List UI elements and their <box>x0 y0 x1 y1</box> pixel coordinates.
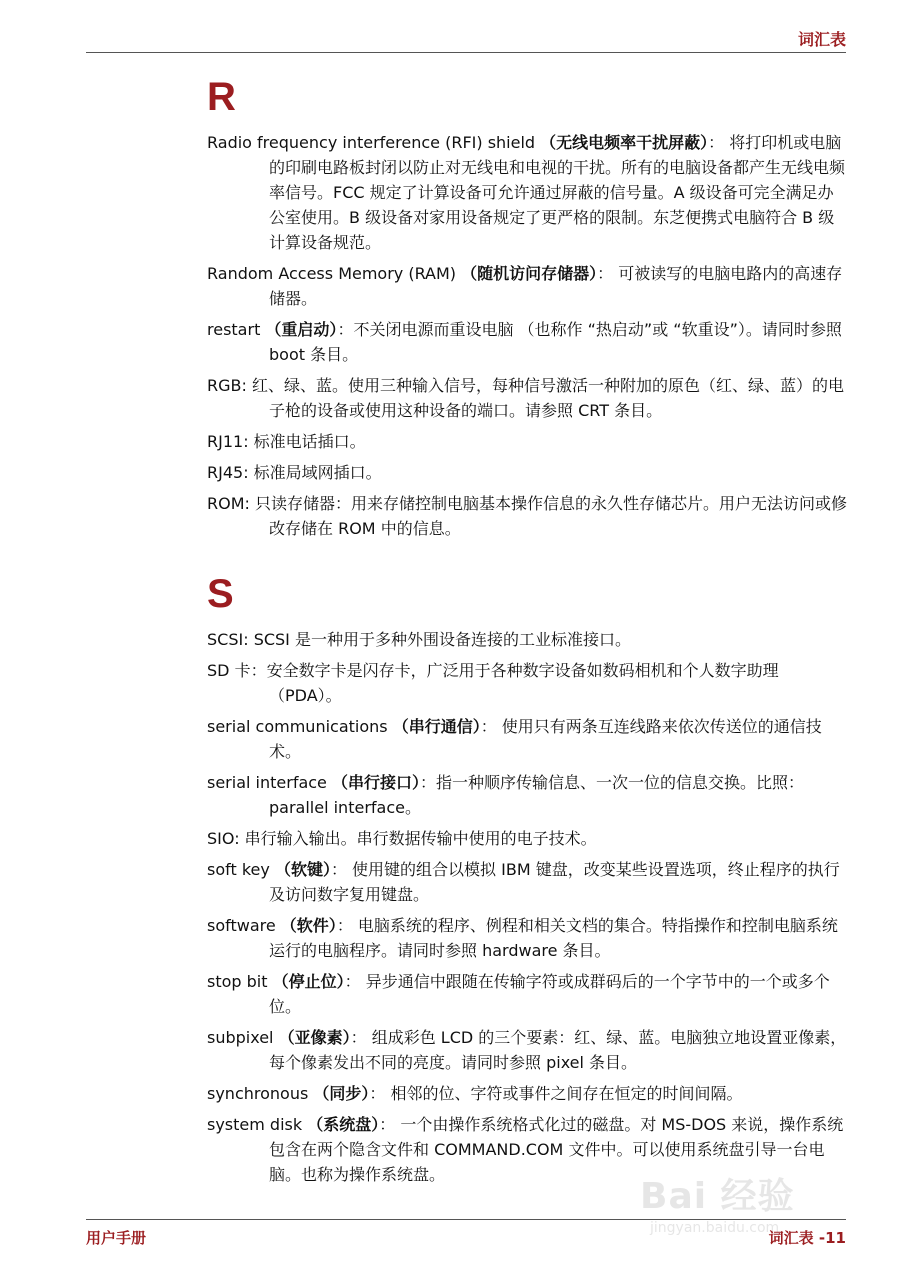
footer-page-number: 词汇表 -11 <box>768 1229 846 1247</box>
header-rule <box>86 52 846 53</box>
glossary-entry: synchronous （同步）： 相邻的位、字符或事件之间存在恒定的时间间隔。 <box>207 1084 743 1103</box>
glossary-entry: software （软件）： 电脑系统的程序、例程和相关文档的集合。特指操作和控制电脑系统运行的电脑程序。请同时参照 hardware 条目。 <box>207 916 838 960</box>
glossary-entry: ROM: 只读存储器：用来存储控制电脑基本操作信息的永久性存储芯片。用户无法访问或修改存储在 ROM 中的信息。 <box>207 494 848 538</box>
footer-manual-title: 用户手册 <box>86 1229 147 1247</box>
header-title: 词汇表 <box>797 30 846 49</box>
glossary-entry: serial communications （串行通信）： 使用只有两条互连线路来依次传送位的通信技术。 <box>207 717 822 761</box>
section-r-entries <box>207 130 847 547</box>
watermark-url: jingyan.baidu.com <box>650 1220 780 1236</box>
glossary-entry: SCSI: SCSI 是一种用于多种外围设备连接的工业标准接口。 <box>207 630 631 649</box>
glossary-entry: stop bit （停止位）： 异步通信中跟随在传输字符或成群码后的一个字节中的一个或多个位。 <box>207 972 830 1016</box>
section-s-entries <box>207 627 847 1193</box>
glossary-entry: SD 卡：安全数字卡是闪存卡，广泛用于各种数字设备如数码相机和个人数字助理 （PDA）。 <box>207 661 779 705</box>
footer-rule <box>86 1219 846 1220</box>
glossary-entry: SIO: 串行输入输出。串行数据传输中使用的电子技术。 <box>207 829 597 848</box>
watermark-text: Bai 经验 <box>640 1176 795 1217</box>
section-letter-s: S <box>207 572 234 616</box>
glossary-entry: RGB: 红、绿、蓝。使用三种输入信号，每种信号激活一种附加的原色（红、绿、蓝）的电子枪的设备或使用这种设备的端口。请参照 CRT 条目。 <box>207 376 844 420</box>
glossary-entry: subpixel （亚像素）： 组成彩色 LCD 的三个要素：红、绿、蓝。电脑独立地设置亚像素，每个像素发出不同的亮度。请同时参照 pixel 条目。 <box>207 1028 847 1072</box>
glossary-entry: soft key （软键）： 使用键的组合以模拟 IBM 键盘，改变某些设置选项，终止程序的执行及访问数字复用键盘。 <box>207 860 840 904</box>
glossary-entry: Random Access Memory (RAM) （随机访问存储器）： 可被读写的电脑电路内的高速存储器。 <box>207 264 843 308</box>
glossary-entry: Radio frequency interference (RFI) shield （无线电频率干扰屏蔽）： 将打印机或电脑的印刷电路板封闭以防止对无线电和电视的干扰。所有的电脑设备都产生无线电频率信号。FCC 规定了计算设备可允许通过屏蔽的信号量。A 级设备可完全满足办公室使用。B 级设备对家用设备规定了更严格的限制。东芝便携式电脑符合 B 级计算设备规范。 <box>207 133 846 252</box>
section-letter-r: R <box>207 75 236 119</box>
glossary-entry: serial interface （串行接口）：指一种顺序传输信息、一次一位的信息交换。比照：parallel interface。 <box>207 773 805 817</box>
glossary-entry: RJ45: 标准局域网插口。 <box>207 463 382 482</box>
glossary-entry: RJ11: 标准电话插口。 <box>207 432 366 451</box>
glossary-entry: restart （重启动）：不关闭电源而重设电脑 （也称作 “热启动”或 “软重设”）。请同时参照 boot 条目。 <box>207 320 842 364</box>
glossary-entry: system disk （系统盘）： 一个由操作系统格式化过的磁盘。对 MS-DOS 来说，操作系统包含在两个隐含文件和 COMMAND.COM 文件中。可以使用系统盘引导一台电脑。也称为操作系统盘。 <box>207 1115 844 1184</box>
